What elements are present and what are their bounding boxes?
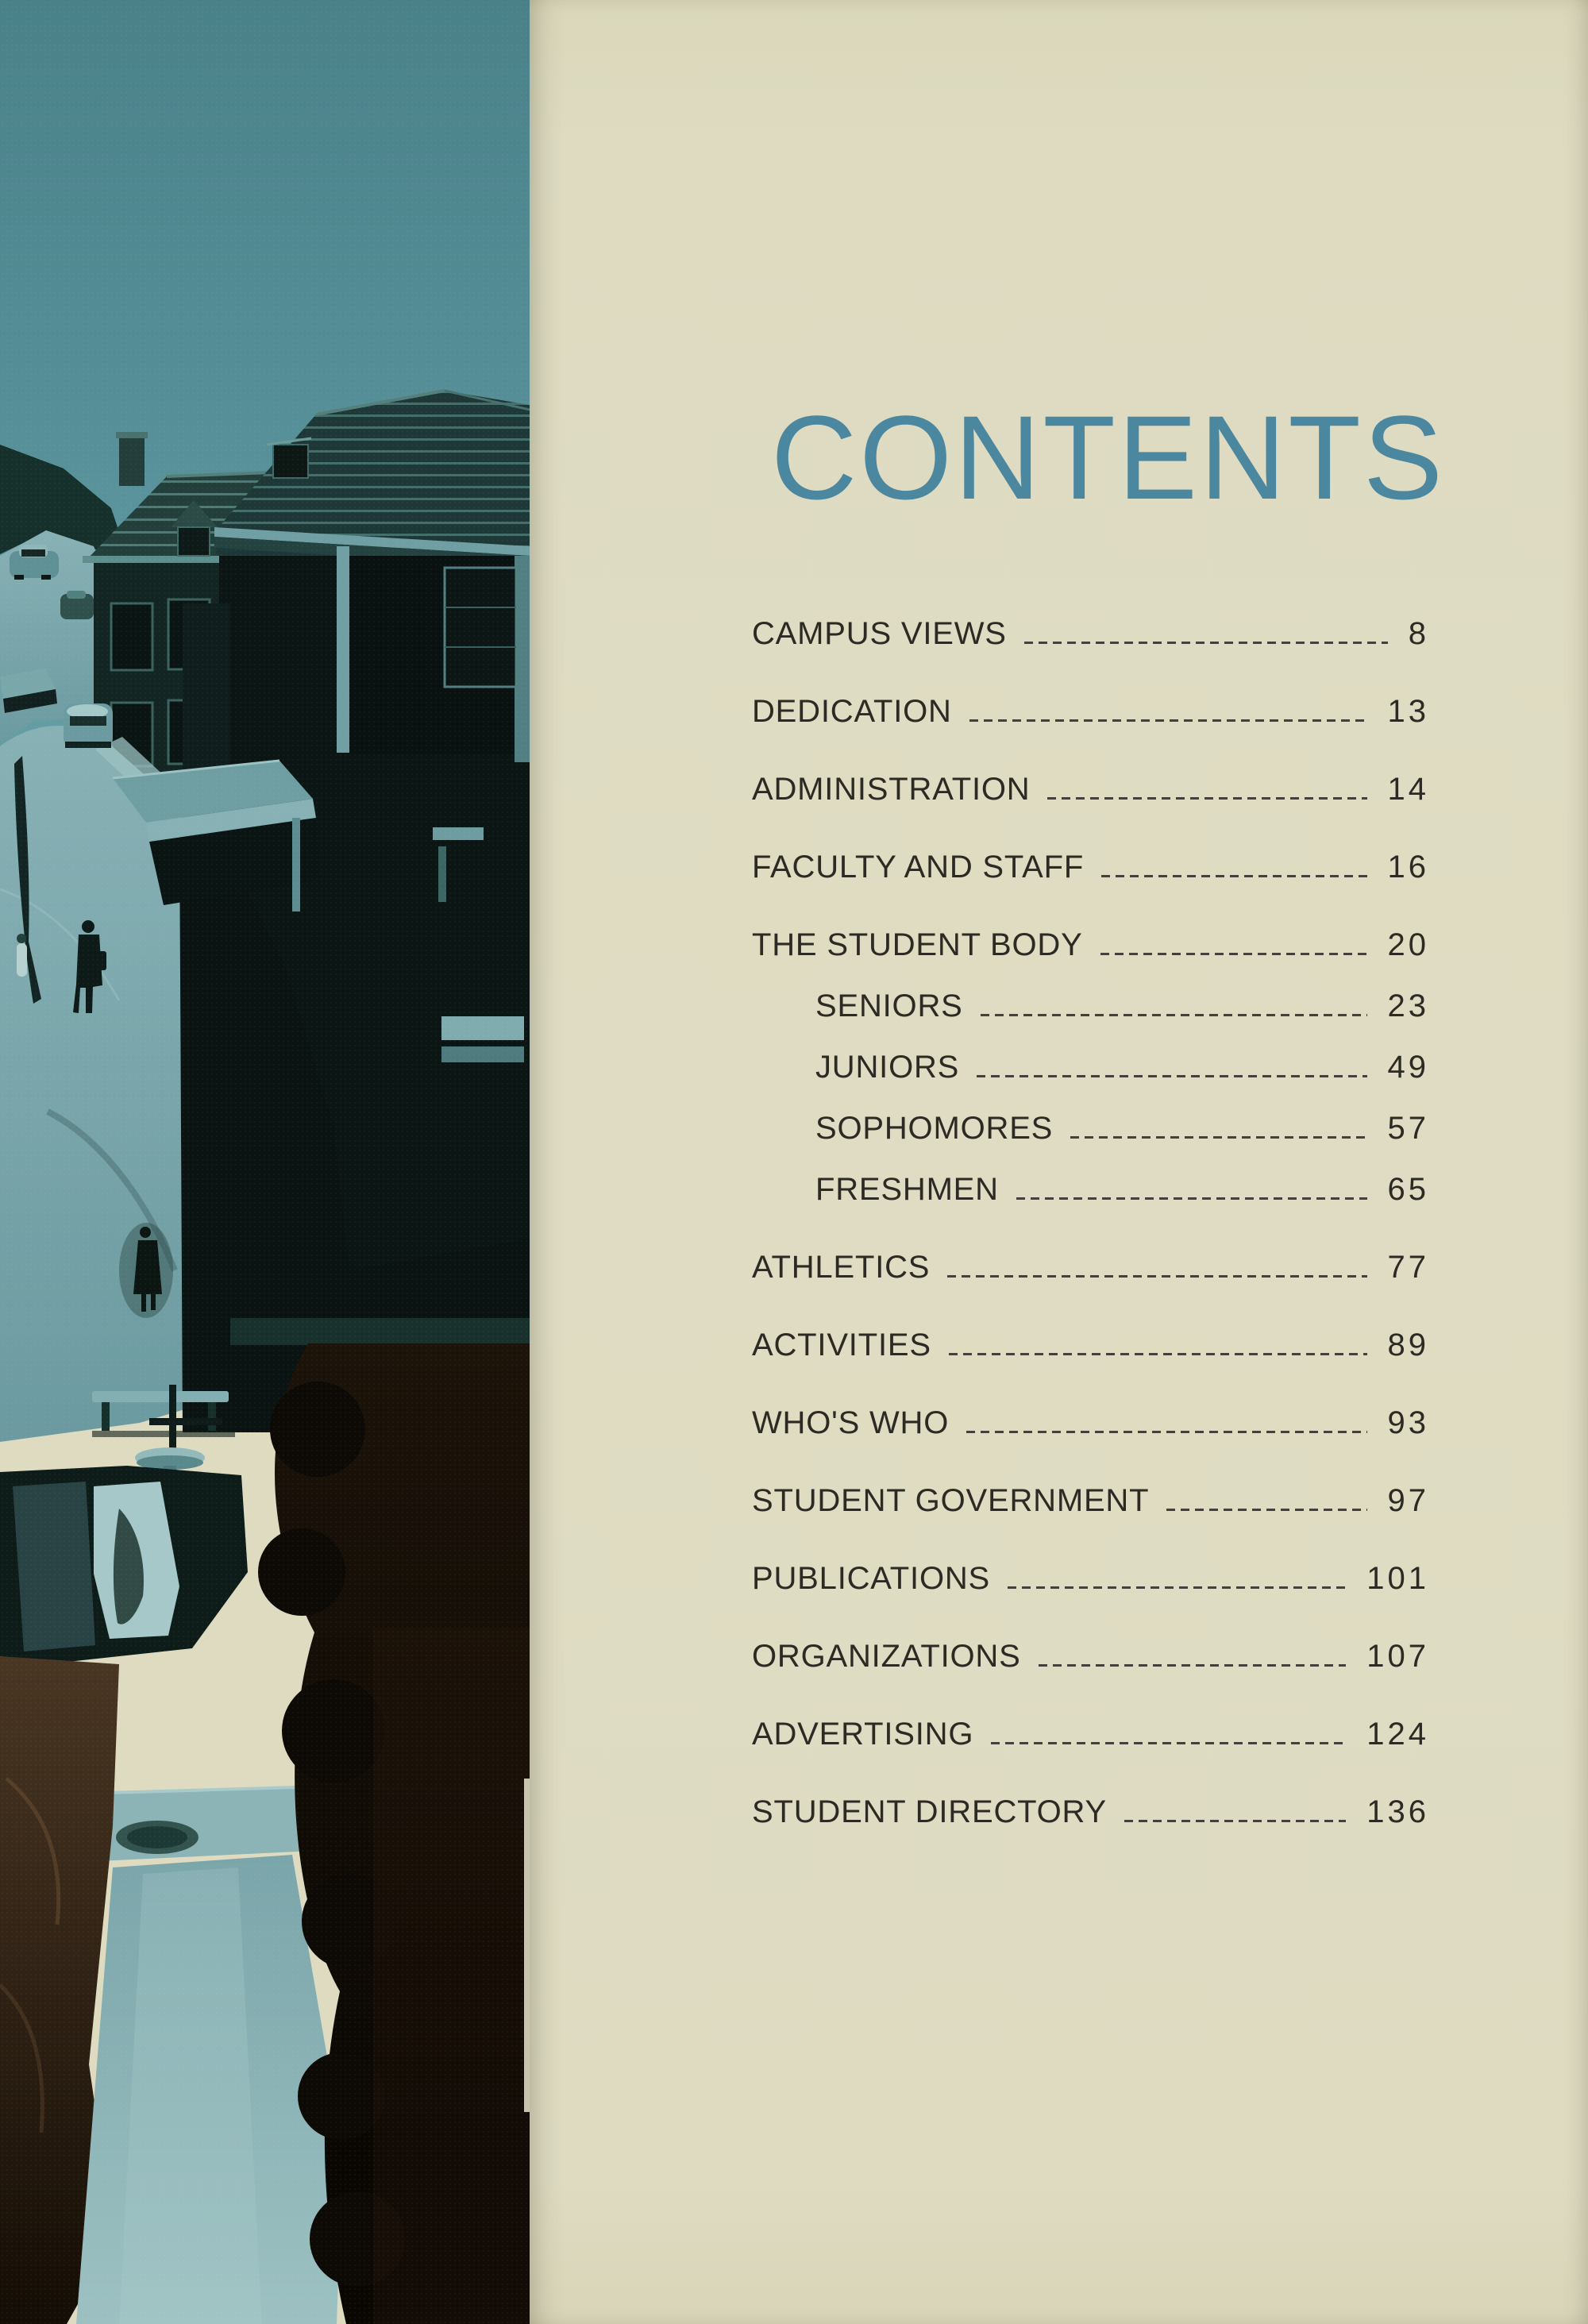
toc-entry [752,618,1429,649]
toc-entry-page-number: 124 [1366,1717,1429,1752]
toc-entry-label: ADVERTISING [752,1717,974,1752]
toc-entry-label: STUDENT DIRECTORY [752,1794,1107,1829]
toc-entry-page-number: 23 [1387,989,1429,1023]
dotted-leader [1100,953,1367,955]
toc-entry [752,851,1429,883]
toc-entry-label: SOPHOMORES [815,1111,1054,1146]
toc-entry [752,1112,1429,1144]
dotted-leader [1166,1509,1366,1511]
toc-entry-page-number: 101 [1366,1561,1429,1596]
toc-entry-page-number: 57 [1387,1111,1429,1146]
toc-entry [752,1640,1429,1672]
dotted-leader [969,719,1367,722]
toc-entry [752,1407,1429,1439]
dotted-leader [1016,1197,1367,1200]
toc-entry-label: CAMPUS VIEWS [752,616,1007,651]
photo-halftone-grain [0,0,530,2324]
toc-entry-label: JUNIORS [815,1050,960,1085]
dotted-leader [1008,1586,1346,1589]
dotted-leader [1024,642,1388,644]
dotted-leader [1047,797,1366,800]
toc-list [752,618,1429,1828]
toc-entry-label: FACULTY AND STAFF [752,850,1085,885]
toc-entry-label: WHO'S WHO [752,1405,950,1440]
toc-entry-page-number: 14 [1387,772,1429,807]
toc-entry-page-number: 65 [1387,1172,1429,1207]
toc-entry-page-number: 93 [1387,1405,1429,1440]
toc-entry [752,1563,1429,1594]
dotted-leader [1070,1136,1366,1139]
campus-photo-art [0,0,530,2324]
toc-entry-label: ACTIVITIES [752,1328,931,1362]
dotted-leader [1101,875,1366,877]
toc-entry [752,1051,1429,1083]
toc-entry-page-number: 89 [1387,1328,1429,1362]
toc-entry-page-number: 16 [1387,850,1429,885]
toc-entry-label: STUDENT GOVERNMENT [752,1483,1150,1518]
toc-entry [752,1329,1429,1361]
toc-entry [752,696,1429,727]
dotted-leader [1039,1664,1347,1667]
dotted-leader [949,1353,1367,1355]
toc-entry [752,1796,1429,1828]
dotted-leader [947,1275,1366,1278]
toc-entry [752,1718,1429,1750]
toc-entry-page-number: 49 [1387,1050,1429,1085]
toc-entry-label: ATHLETICS [752,1250,931,1285]
toc-entry [752,1174,1429,1205]
toc-entry-page-number: 8 [1408,616,1429,651]
toc-entry-page-number: 97 [1387,1483,1429,1518]
page-title: CONTENTS [771,391,1445,524]
toc-entry-label: THE STUDENT BODY [752,927,1083,962]
toc-entry-label: SENIORS [815,989,963,1023]
contents-paper-page [530,0,1588,2324]
toc-entry [752,773,1429,805]
toc-entry-label: ORGANIZATIONS [752,1639,1021,1674]
toc-entry-label: FRESHMEN [815,1172,999,1207]
toc-entry-page-number: 77 [1387,1250,1429,1285]
toc-entry [752,1485,1429,1517]
toc-entry [752,990,1429,1022]
toc-entry-page-number: 20 [1387,927,1429,962]
toc-entry [752,1251,1429,1283]
toc-entry-page-number: 13 [1387,694,1429,729]
toc-entry-label: PUBLICATIONS [752,1561,991,1596]
toc-entry-page-number: 107 [1366,1639,1429,1674]
dotted-leader [966,1431,1366,1433]
dotted-leader [1124,1820,1346,1822]
toc-entry [752,929,1429,961]
campus-photo [0,0,530,2324]
toc-entry-page-number: 136 [1366,1794,1429,1829]
dotted-leader [977,1075,1366,1077]
dotted-leader [991,1742,1346,1744]
toc-entry-label: DEDICATION [752,694,952,729]
toc-entry-label: ADMINISTRATION [752,772,1031,807]
dotted-leader [981,1014,1367,1016]
